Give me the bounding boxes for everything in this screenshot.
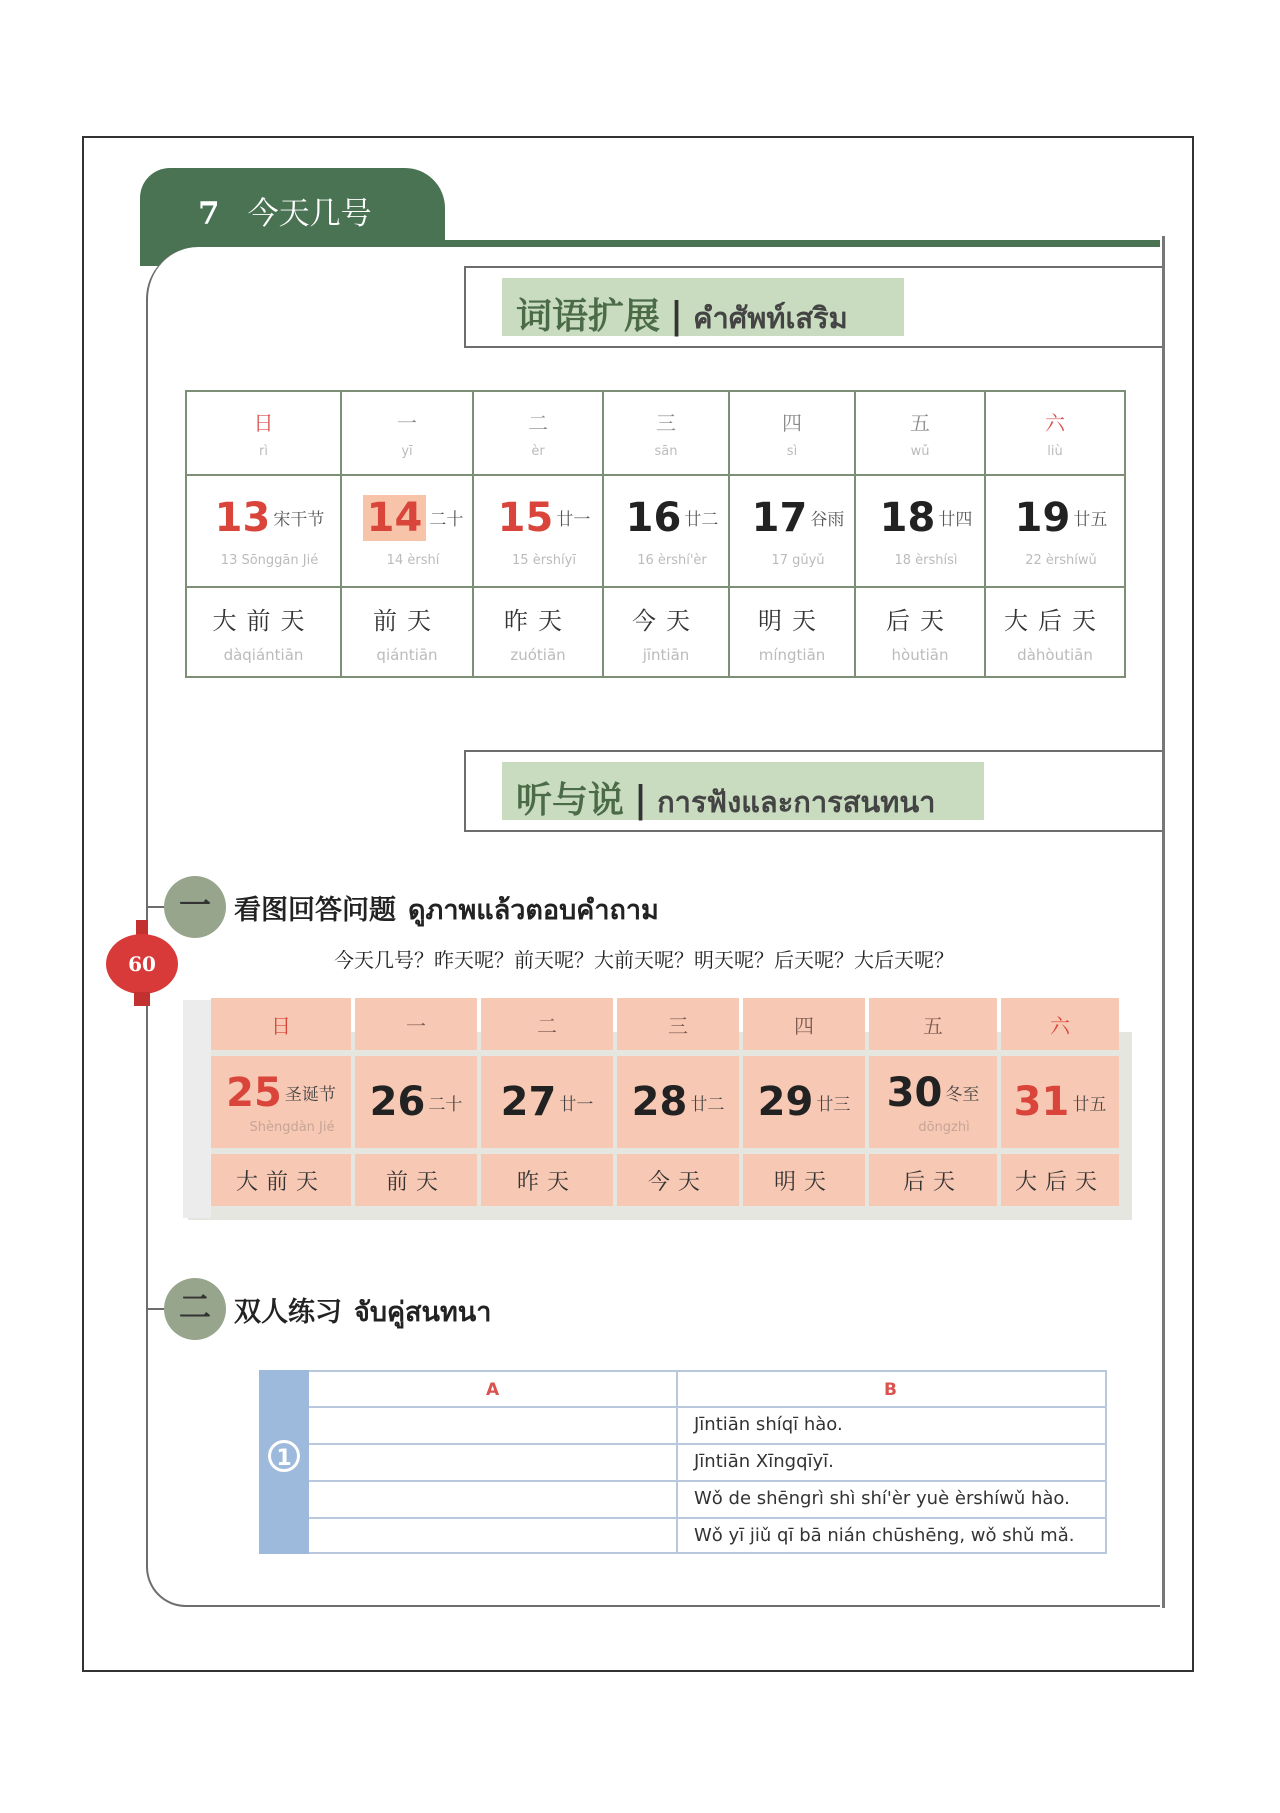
- day-number: 27: [500, 1079, 557, 1125]
- weekday-cell: 五: [869, 998, 997, 1050]
- weekday-pinyin: wǔ: [910, 444, 930, 459]
- weekday-cell: [186, 391, 341, 475]
- day-pinyin: 22 èrshíwǔ: [1025, 552, 1097, 568]
- dialogue-row-divider: [309, 1517, 1107, 1519]
- weekday-hanzi: 日: [253, 411, 274, 435]
- day-lunar: 廿三: [816, 1094, 851, 1115]
- day-number: 28: [631, 1079, 688, 1125]
- dialogue-b-line: Wǒ de shēngrì shì shí'èr yuè èrshíwǔ hào.: [694, 1488, 1070, 1509]
- weekday-cell: 二: [481, 998, 613, 1050]
- relative-day-pinyin: hòutiān: [891, 645, 949, 664]
- day-number: 15: [497, 494, 554, 541]
- weekday-hanzi: 一: [397, 411, 417, 435]
- weekday-hanzi: 六: [1045, 411, 1065, 435]
- day-number: 30: [886, 1069, 943, 1116]
- exercise-1-badge: 一: [164, 876, 226, 938]
- date-cell: [473, 475, 603, 587]
- day-lunar: 廿四: [938, 510, 973, 530]
- relative-day-hanzi: 大前天: [212, 606, 315, 635]
- lantern-tassel: [134, 992, 150, 1006]
- weekday-cell: [855, 391, 985, 475]
- day-lunar: 二十: [429, 510, 464, 530]
- day-pinyin: 14 èrshí: [386, 552, 440, 568]
- day-number: 31: [1013, 1079, 1070, 1125]
- dialogue-column-a-header: A: [486, 1380, 500, 1400]
- relative-day-cell: [729, 587, 855, 677]
- dialogue-column-divider: [676, 1370, 678, 1554]
- relative-day-cell: 前天: [355, 1154, 477, 1206]
- weekday-hanzi: 二: [528, 411, 548, 435]
- calendar-relative-row: [211, 1154, 1119, 1206]
- day-number: 16: [625, 494, 682, 541]
- day-number: 26: [369, 1079, 426, 1125]
- day-lunar: 谷雨: [810, 510, 845, 530]
- relative-day-pinyin: míngtiān: [758, 645, 826, 664]
- exercise-1-zh: 看图回答问题: [234, 895, 396, 926]
- weekday-cell: [985, 391, 1125, 475]
- relative-day-cell: 大前天: [211, 1154, 351, 1206]
- relative-day-hanzi: 大后天: [1004, 606, 1106, 635]
- relative-day-cell: [603, 587, 729, 677]
- dialogue-row-divider: [309, 1443, 1107, 1445]
- relative-day-hanzi: 明天: [758, 606, 826, 635]
- dialogue-b-line: Wǒ yī jiǔ qī bā nián chūshēng, wǒ shǔ mǎ.: [694, 1525, 1075, 1546]
- dialogue-column-b-header: B: [884, 1380, 897, 1400]
- listen-section-separator: |: [634, 779, 648, 821]
- weekday-cell: 四: [743, 998, 865, 1050]
- weekday-cell: 一: [355, 998, 477, 1050]
- relative-day-pinyin: dàhòutiān: [1017, 645, 1093, 664]
- weekday-hanzi: 五: [910, 411, 930, 435]
- relative-day-hanzi: 前天: [373, 606, 441, 635]
- date-cell: [603, 475, 729, 587]
- vocab-calendar: [185, 390, 1126, 678]
- vocab-section-th: คำศัพท์เสริม: [693, 301, 848, 335]
- relative-day-pinyin: qiántiān: [376, 645, 438, 664]
- day-number: 13: [214, 494, 271, 541]
- calendar-weekday-row: [211, 998, 1119, 1050]
- day-lunar: 廿一: [559, 1094, 594, 1115]
- day-number: 29: [757, 1079, 814, 1125]
- listen-section-th: การฟังและการสนทนา: [657, 785, 936, 819]
- day-number: 18: [879, 494, 936, 541]
- exercise-1-th: ดูภาพแล้วตอบคำถาม: [408, 895, 659, 926]
- exercise-2-title: [234, 1290, 491, 1333]
- relative-day-pinyin: dàqiántiān: [223, 645, 304, 664]
- relative-day-pinyin: zuótiān: [510, 645, 566, 664]
- day-lunar: 廿二: [690, 1094, 725, 1115]
- weekday-cell: 三: [617, 998, 739, 1050]
- exercise-2-zh: 双人练习: [234, 1297, 342, 1328]
- relative-day-cell: 后天: [869, 1154, 997, 1206]
- relative-day-cell: 今天: [617, 1154, 739, 1206]
- calendar-weekday-row: [186, 391, 1125, 475]
- day-lunar: 宋干节: [273, 510, 325, 530]
- weekday-cell: [341, 391, 473, 475]
- vocab-section-separator: |: [670, 295, 684, 337]
- date-cell: [869, 1056, 997, 1148]
- exercise-calendar: [207, 992, 1123, 1212]
- listen-section-zh: 听与说: [516, 779, 625, 821]
- relative-day-cell: 昨天: [481, 1154, 613, 1206]
- vocab-section-zh: 词语扩展: [516, 295, 661, 337]
- listen-section-banner: [502, 762, 984, 820]
- day-number: 25: [226, 1069, 282, 1116]
- weekday-cell: 六: [1001, 998, 1119, 1050]
- day-lunar: 圣诞节: [284, 1085, 336, 1105]
- relative-day-cell: [186, 587, 341, 677]
- date-cell: [481, 1056, 613, 1148]
- date-cell: [211, 1056, 351, 1148]
- dialogue-number: 1: [268, 1440, 300, 1472]
- dialogue-row-divider: [309, 1480, 1107, 1482]
- weekday-hanzi: 四: [782, 411, 802, 435]
- relative-day-cell: [341, 587, 473, 677]
- relative-day-cell: 明天: [743, 1154, 865, 1206]
- day-pinyin: 18 èrshísì: [894, 552, 958, 568]
- chapter-tab: [140, 168, 445, 242]
- page-number: 60: [106, 934, 178, 994]
- day-pinyin: 13 Sōnggān Jié: [220, 552, 319, 568]
- day-pinyin: 17 gǔyǔ: [771, 552, 825, 568]
- dialogue-b-line: Jīntiān Xīngqīyī.: [694, 1451, 834, 1472]
- relative-day-cell: 大后天: [1001, 1154, 1119, 1206]
- weekday-pinyin: liù: [1047, 444, 1063, 459]
- relative-day-pinyin: jīntiān: [642, 645, 690, 664]
- day-pinyin: Shèngdàn Jié: [249, 1119, 335, 1135]
- date-cell: [985, 475, 1125, 587]
- date-cell: [355, 1056, 477, 1148]
- day-lunar: 廿二: [684, 510, 719, 530]
- day-lunar: 廿五: [1073, 510, 1108, 530]
- day-number: 17: [751, 494, 808, 541]
- date-cell: [729, 475, 855, 587]
- right-rule: [1162, 236, 1165, 1608]
- calendar-date-row: [186, 475, 1125, 587]
- dialogue-b-line: Jīntiān shíqī hào.: [694, 1414, 843, 1435]
- date-cell: [855, 475, 985, 587]
- day-pinyin: 16 èrshí'èr: [637, 552, 707, 568]
- day-lunar: 廿五: [1072, 1094, 1107, 1115]
- date-cell: [743, 1056, 865, 1148]
- calendar-relative-row: [186, 587, 1125, 677]
- chapter-title: 今天几号: [247, 196, 372, 232]
- day-lunar: 廿一: [556, 510, 591, 530]
- date-cell: [341, 475, 473, 587]
- chapter-number: 7: [198, 196, 220, 232]
- vocab-section-banner: [502, 278, 904, 336]
- weekday-pinyin: yī: [401, 444, 413, 459]
- relative-day-cell: [855, 587, 985, 677]
- weekday-pinyin: sì: [786, 444, 798, 459]
- exercise-1-title: [234, 888, 659, 931]
- day-pinyin: 15 èrshíyī: [512, 552, 576, 568]
- relative-day-hanzi: 后天: [886, 606, 954, 635]
- weekday-pinyin: èr: [531, 444, 545, 459]
- weekday-cell: [473, 391, 603, 475]
- date-cell: [1001, 1056, 1119, 1148]
- relative-day-hanzi: 昨天: [504, 606, 572, 635]
- exercise-2-badge: 二: [164, 1278, 226, 1340]
- weekday-cell: [729, 391, 855, 475]
- day-number: 19: [1014, 494, 1071, 541]
- calendar-date-row: [211, 1056, 1119, 1148]
- exercise-2-th: จับคู่สนทนา: [354, 1297, 492, 1328]
- day-lunar: 二十: [428, 1094, 463, 1115]
- weekday-pinyin: rì: [259, 444, 268, 459]
- exercise-1-question: 今天几号？昨天呢？前天呢？大前天呢？明天呢？后天呢？大后天呢？: [334, 948, 954, 972]
- relative-day-hanzi: 今天: [632, 606, 700, 635]
- weekday-pinyin: sān: [654, 444, 678, 459]
- weekday-cell: [603, 391, 729, 475]
- day-number-highlighted: 14: [363, 495, 427, 541]
- weekday-cell: 日: [211, 998, 351, 1050]
- day-pinyin: dōngzhì: [918, 1119, 970, 1135]
- date-cell: [617, 1056, 739, 1148]
- dialogue-row-divider: [309, 1406, 1107, 1408]
- weekday-hanzi: 三: [656, 411, 676, 435]
- relative-day-cell: [473, 587, 603, 677]
- day-lunar: 冬至: [945, 1085, 980, 1105]
- date-cell: [186, 475, 341, 587]
- relative-day-cell: [985, 587, 1125, 677]
